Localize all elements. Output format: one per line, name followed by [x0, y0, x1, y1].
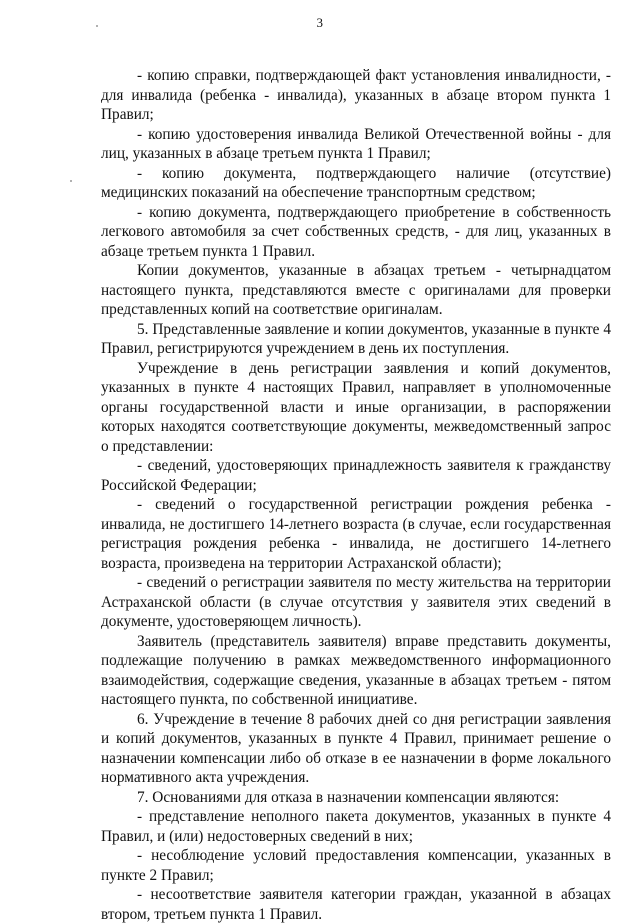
scan-speck	[70, 180, 72, 182]
paragraph-category-mismatch: - несоответствие заявителя категории граждан, указанной в абзацах втором, третьем пункта 1 Правил.	[101, 886, 611, 923]
document-body	[101, 66, 611, 924]
paragraph-copies-with-originals: Копии документов, указанные в абзацах третьем - четырнадцатом настоящего пункта, представляются вместе с оригиналами для проверки представленных копий на соответствие оригиналам.	[101, 262, 611, 318]
scan-speck	[96, 25, 98, 27]
paragraph-incomplete-package: - представление неполного пакета документов, указанных в пункте 4 Правил, и (или) недостоверных сведений в них;	[101, 808, 611, 845]
paragraph-residence-registration: - сведений о регистрации заявителя по месту жительства на территории Астраханской области (в случае отсутствия у заявителя этих сведений в документе, удостоверяющем личность).	[101, 574, 611, 630]
paragraph-car-purchase: - копию документа, подтверждающего приобретение в собственность легкового автомобиля за счет собственных средств, - для лиц, указанных в абзаце третьем пункта 1 Правил.	[101, 203, 611, 260]
paragraph-item-5: 5. Представленные заявление и копии документов, указанные в пункте 4 Правил, регистрируются учреждением в день их поступления.	[101, 320, 611, 357]
paragraph-citizenship-info: - сведений, удостоверяющих принадлежность заявителя к гражданству Российской Федерации;	[101, 457, 611, 494]
paragraph-war-veteran-certificate: - копию удостоверения инвалида Великой Отечественной войны - для лиц, указанных в абзаце третьем пункта 1 Правил;	[101, 125, 611, 162]
paragraph-item-6: 6. Учреждение в течение 8 рабочих дней со дня регистрации заявления и копий документов, указанных в пункте 4 Правил, принимает решение о назначении компенсации либо об отказе в ее назначении в форме локального нормативного акта учреждения.	[101, 710, 611, 786]
paragraph-item-7: 7. Основаниями для отказа в назначении компенсации являются:	[137, 788, 560, 806]
paragraph-medical-indications: - копию документа, подтверждающего наличие (отсутствие) медицинских показаний на обеспечение транспортным средством;	[101, 164, 611, 201]
paragraph-birth-registration: - сведений о государственной регистрации рождения ребенка - инвалида, не достигшего 14-летнего возраста (в случае, если государственная регистрация рождения ребенка - инвалида, не достигшего 14-летнего возраста, произведена на территории Астраханской области);	[101, 496, 611, 572]
paragraph-interagency-request: Учреждение в день регистрации заявления и копий документов, указанных в пункте 4 настоящих Правил, направляет в уполномоченные органы государственной власти и иные организации, в распоряжении которых находятся соответствующие документы, межведомственный запрос о представлении:	[101, 359, 611, 455]
paragraph-conditions-not-met: - несоблюдение условий предоставления компенсации, указанных в пункте 2 Правил;	[101, 847, 611, 884]
paragraph-disability-certificate: - копию справки, подтверждающей факт установления инвалидности, - для инвалида (ребенка - инвалида), указанных в абзаце втором пункта 1 Правил;	[101, 67, 611, 123]
paragraph-own-initiative: Заявитель (представитель заявителя) вправе представить документы, подлежащие получению в рамках межведомственного информационного взаимодействия, содержащие сведения, указанные в абзацах третьем - пятом настоящего пункта, по собственной инициативе.	[101, 632, 611, 708]
page-number: 3	[316, 15, 324, 30]
